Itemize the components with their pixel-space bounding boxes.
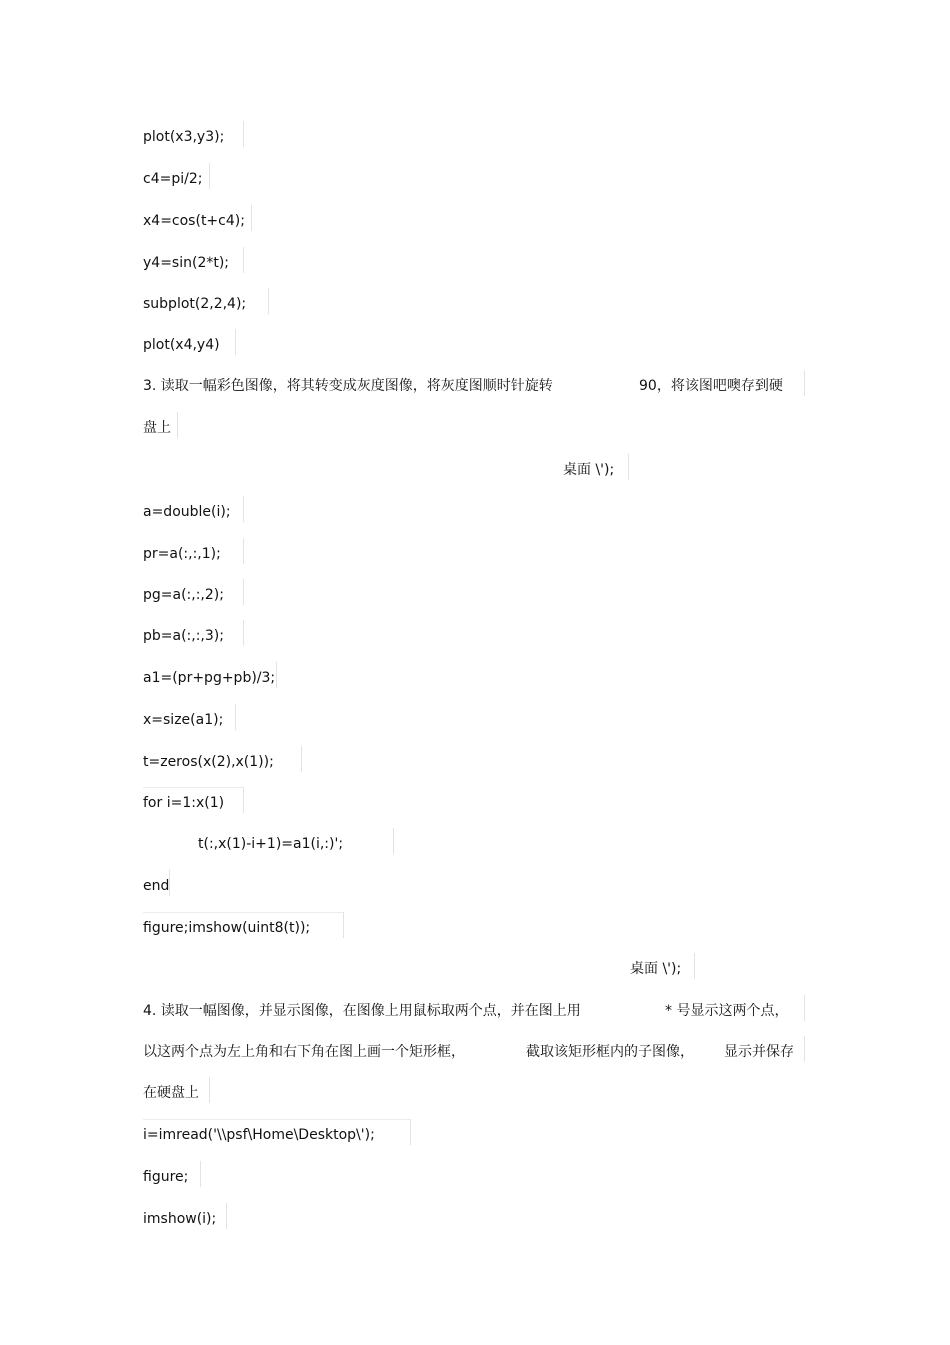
- table-cell-border: [628, 454, 629, 480]
- code-text: pb=a(:,:,3);: [143, 628, 224, 644]
- table-cell-border: [209, 163, 210, 189]
- code-text: t(:,x(1)-i+1)=a1(i,:)';: [198, 836, 344, 852]
- table-cell-border: [268, 288, 269, 314]
- table-cell-border-top: [143, 787, 243, 788]
- code-text: y4=sin(2*t);: [143, 255, 230, 271]
- code-text: figure;: [143, 1169, 189, 1185]
- table-cell-border: [226, 1203, 227, 1229]
- code-text: t=zeros(x(2),x(1));: [143, 754, 274, 770]
- heading-wrap-line: [143, 1041, 808, 1063]
- table-cell-border: [243, 579, 244, 605]
- code-text: a1=(pr+pg+pb)/3;: [143, 670, 276, 686]
- section-heading-4: [143, 1000, 808, 1022]
- heading-text: 盘上: [143, 420, 171, 436]
- table-cell-border: [410, 1119, 411, 1145]
- table-cell-border-top: [143, 912, 343, 913]
- heading-text: 4. 读取一幅图像，并显示图像，在图像上用鼠标取两个点，并在图上用: [143, 1003, 581, 1019]
- table-cell-border-top: [143, 1119, 410, 1120]
- code-text: subplot(2,2,4);: [143, 296, 247, 312]
- code-text: pr=a(:,:,1);: [143, 546, 221, 562]
- table-cell-border: [804, 370, 805, 396]
- code-text: plot(x4,y4): [143, 337, 220, 353]
- code-text: a=double(i);: [143, 504, 231, 520]
- code-text: c4=pi/2;: [143, 171, 203, 187]
- table-cell-border: [243, 247, 244, 273]
- code-line: [143, 833, 403, 855]
- heading-text-continued: 90，将该图吧噢存到硬: [639, 378, 783, 394]
- table-cell-border: [235, 704, 236, 730]
- heading-text-continued: 显示并保存: [724, 1044, 794, 1060]
- table-cell-border: [243, 620, 244, 646]
- heading-text-continued: 截取该矩形框内的子图像，: [526, 1044, 694, 1060]
- code-text: figure;imshow(uint8(t));: [143, 920, 311, 936]
- code-text: 桌面 \');: [563, 462, 615, 478]
- code-text: end: [143, 878, 170, 894]
- code-line: [143, 958, 703, 980]
- heading-text: 3. 读取一幅彩色图像，将其转变成灰度图像，将灰度图顺时针旋转: [143, 378, 553, 394]
- heading-text: 以这两个点为左上角和右下角在图上画一个矩形框，: [143, 1044, 465, 1060]
- code-text: pg=a(:,:,2);: [143, 587, 224, 603]
- section-heading-3: [143, 375, 808, 397]
- table-cell-border: [243, 121, 244, 147]
- heading-text-continued: * 号显示这两个点，: [665, 1003, 789, 1019]
- heading-text: 在硬盘上: [143, 1085, 199, 1101]
- table-cell-border: [301, 746, 302, 772]
- code-text: for i=1:x(1): [143, 795, 225, 811]
- code-text: imshow(i);: [143, 1211, 217, 1227]
- table-cell-border: [177, 412, 178, 438]
- table-cell-border: [393, 828, 394, 854]
- table-cell-border: [235, 329, 236, 355]
- table-cell-border: [243, 538, 244, 564]
- code-text: x4=cos(t+c4);: [143, 213, 245, 229]
- table-cell-border: [169, 870, 170, 896]
- table-cell-border: [209, 1077, 210, 1103]
- table-cell-border: [251, 205, 252, 231]
- code-line: [143, 459, 643, 481]
- table-cell-border: [804, 995, 805, 1021]
- code-text: 桌面 \');: [630, 961, 682, 977]
- table-cell-border: [243, 496, 244, 522]
- code-text: plot(x3,y3);: [143, 129, 225, 145]
- code-text: x=size(a1);: [143, 712, 224, 728]
- table-cell-border: [200, 1161, 201, 1187]
- table-cell-border: [804, 1036, 805, 1062]
- table-cell-border: [343, 912, 344, 938]
- code-text: i=imread('\\psf\Home\Desktop\');: [143, 1127, 375, 1143]
- table-cell-border: [243, 787, 244, 813]
- table-cell-border: [694, 953, 695, 979]
- table-cell-border: [276, 662, 277, 688]
